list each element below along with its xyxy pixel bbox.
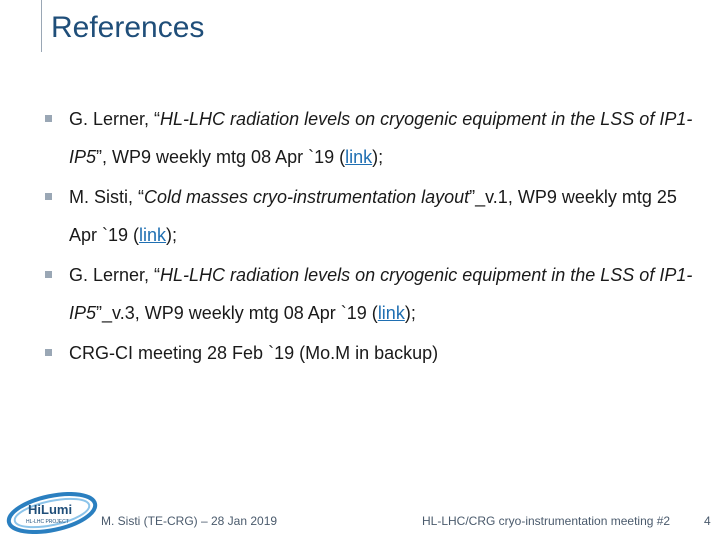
square-bullet-icon <box>45 115 52 122</box>
reference-text: ); <box>372 147 384 167</box>
reference-item <box>44 100 694 176</box>
square-bullet-icon <box>45 349 52 356</box>
reference-item <box>44 334 694 372</box>
reference-title: HL-LHC radiation levels on cryogenic equipment in the LSS of IP1-IP5 <box>69 265 693 323</box>
reference-text: ); <box>166 225 178 245</box>
reference-title: Cold masses cryo-instrumentation layout <box>144 187 470 207</box>
reference-item <box>44 178 694 254</box>
square-bullet-icon <box>45 271 52 278</box>
logo-subtext: HL-LHC PROJECT <box>26 519 69 525</box>
reference-title: HL-LHC radiation levels on cryogenic equipment in the LSS of IP1-IP5 <box>69 109 693 167</box>
reference-link[interactable]: link <box>377 303 405 323</box>
reference-text: ”, WP9 weekly mtg 08 Apr `19 ( <box>96 147 346 167</box>
title-rule <box>41 0 42 52</box>
reference-text: ); <box>404 303 416 323</box>
reference-text: G. Lerner, “ <box>69 265 161 285</box>
square-bullet-icon <box>45 193 52 200</box>
reference-link[interactable]: link <box>345 147 373 167</box>
reference-text: CRG-CI meeting 28 Feb `19 (Mo.M in backup) <box>69 343 439 363</box>
reference-item <box>44 256 694 332</box>
logo-text: HiLumi <box>28 502 73 517</box>
reference-text: G. Lerner, “ <box>69 109 161 129</box>
footer-author: M. Sisti (TE-CRG) – 28 Jan 2019 <box>101 514 278 528</box>
reference-text: M. Sisti, “ <box>69 187 144 207</box>
footer-event: HL-LHC/CRG cryo-instrumentation meeting #2 <box>422 514 671 528</box>
reference-list <box>44 100 694 374</box>
reference-text: ”_v.3, WP9 weekly mtg 08 Apr `19 ( <box>96 303 378 323</box>
reference-link[interactable]: link <box>139 225 167 245</box>
slide-title: References <box>51 11 205 44</box>
reference-text: ”_v.1, WP9 weekly mtg 25 Apr `19 ( <box>69 187 677 245</box>
hilumi-logo <box>6 492 98 534</box>
page-number: 4 <box>704 514 711 528</box>
